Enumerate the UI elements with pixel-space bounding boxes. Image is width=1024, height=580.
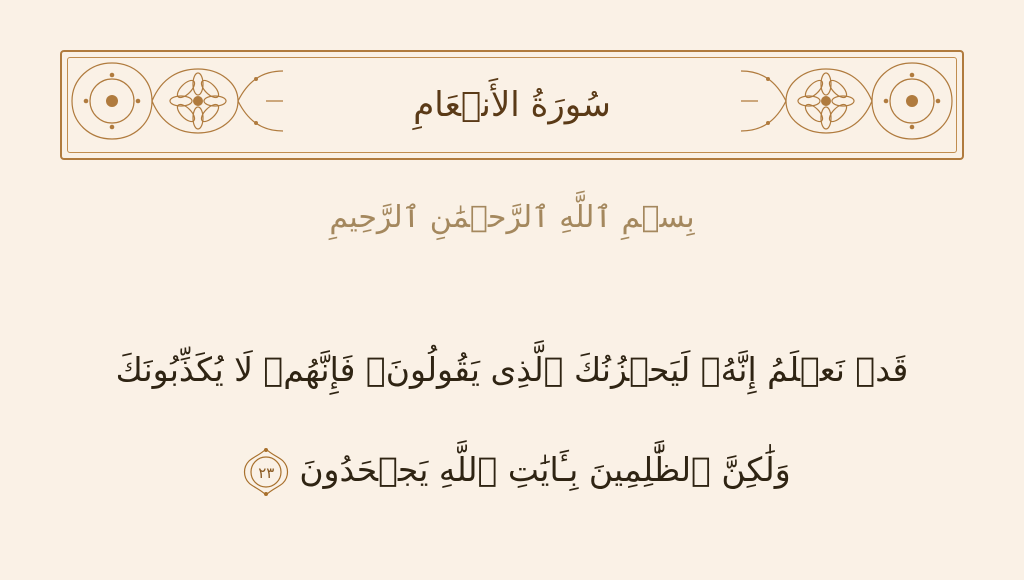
ayah-number: ٢٣	[258, 463, 275, 482]
ayah-number-marker	[239, 445, 293, 499]
surah-header-banner	[60, 50, 964, 160]
ayah-line-1: قَدۡ نَعۡلَمُ إِنَّهُۥ لَيَحۡزُنُكَ ٱلَّذِى يَقُولُونَۖ فَإِنَّهُمۡ لَا يُكَذِّبُونَكَ	[115, 350, 909, 389]
ayah-line-2-wrapper	[52, 420, 972, 520]
surah-title-plate	[413, 84, 611, 127]
floral-arabesque-ornament-left	[70, 59, 285, 143]
basmala-text: بِسۡمِ ٱللَّهِ ٱلرَّحۡمَٰنِ ٱلرَّحِيمِ	[329, 200, 695, 235]
floral-arabesque-ornament-right	[739, 59, 954, 143]
ayah-text-block	[52, 320, 972, 520]
surah-title: سُورَةُ الأَنۡعَامِ	[413, 84, 611, 125]
ayah-line-2: وَلَٰكِنَّ ٱلظَّٰلِمِينَ بِـَٔايَٰتِ ٱللَّهِ يَجۡحَدُونَ	[299, 450, 791, 489]
